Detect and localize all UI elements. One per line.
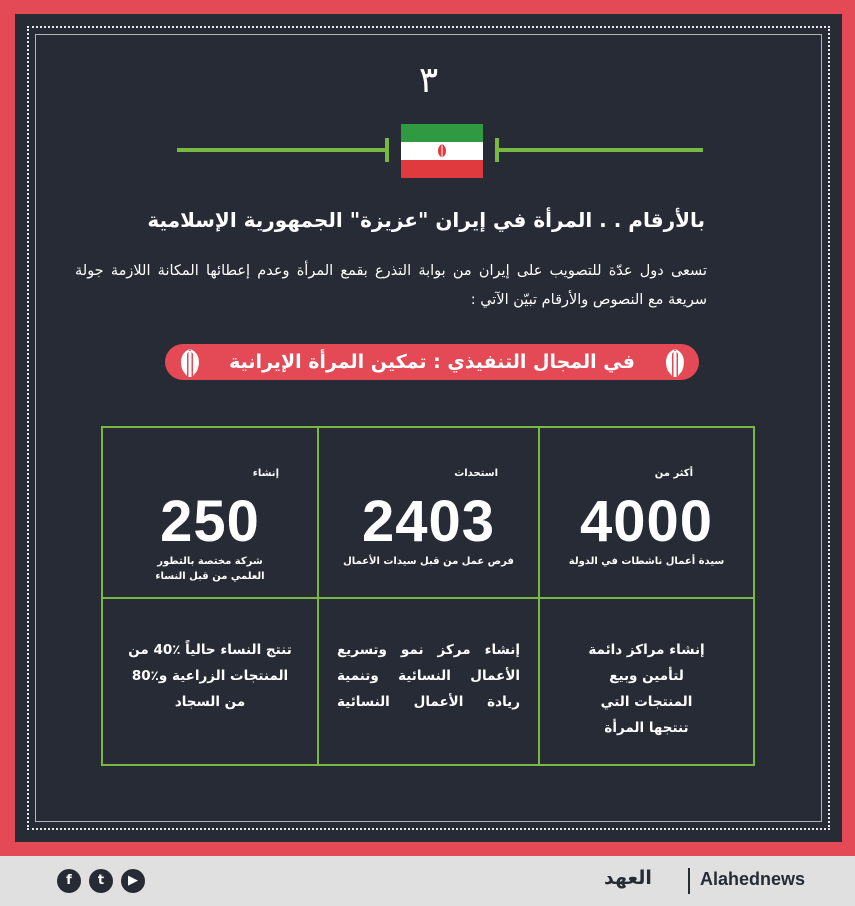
infographic-panel — [15, 14, 842, 842]
youtube-icon[interactable]: ▶ — [121, 869, 145, 893]
footer-bar — [0, 856, 855, 906]
text-cell — [319, 599, 538, 764]
stat-prefix: أكثر من — [654, 468, 693, 479]
divider-tick-left — [385, 138, 389, 162]
emblem-icon — [173, 346, 207, 380]
page-number: ٣ — [418, 60, 439, 101]
divider-line-left — [177, 148, 387, 152]
facebook-icon[interactable]: f — [57, 869, 81, 893]
stat-number: 4000 — [579, 489, 714, 554]
stat-cell — [319, 428, 538, 597]
stat-number: 2403 — [361, 489, 496, 554]
brand-name[interactable]: Alahednews — [700, 869, 806, 889]
brand-separator — [688, 868, 690, 894]
stat-prefix: إنشاء — [252, 468, 279, 479]
stat-number: 250 — [160, 489, 260, 554]
intro-paragraph: تسعى دول عدّة للتصويب على إيران من بوابة التذرع بقمع المرأة وعدم إعطائها المكانة اللازمة جولة سريعة مع النصوص والأرقام تبيّن الآتي : — [75, 263, 707, 308]
emblem-icon — [658, 346, 692, 380]
stat-caption: شركة مختصة بالتطور العلمي من قبل النساء — [155, 556, 265, 582]
cell-text: تنتج النساء حالياً ٪40 من المنتجات الزراعية و٪80 من السجاد — [128, 642, 292, 710]
headline: بالأرقام . . المرأة في إيران "عزيزة" الجمهورية الإسلامية — [147, 208, 705, 232]
stat-cell — [103, 428, 317, 597]
stat-caption: فرص عمل من قبل سيدات الأعمال — [343, 556, 514, 567]
brand-logo-arabic[interactable]: العهد — [604, 867, 652, 889]
stat-caption: سيدة أعمال ناشطات في الدولة — [568, 556, 725, 567]
text-cell — [103, 599, 317, 764]
stats-grid — [101, 426, 755, 766]
section-banner — [165, 344, 699, 380]
text-cell — [540, 599, 753, 764]
stat-cell — [540, 428, 753, 597]
twitter-icon[interactable]: t — [89, 869, 113, 893]
stat-prefix: استحداث — [454, 468, 498, 479]
divider-line-right — [497, 148, 703, 152]
banner-title: في المجال التنفيذي : تمكين المرأة الإيرانية — [229, 351, 635, 373]
cell-text: إنشاء مراكز دائمة لتأمين وبيع المنتجات التي تنتجها المرأة — [588, 642, 705, 736]
iran-flag-icon — [401, 124, 483, 178]
cell-text: إنشاء مركز نمو وتسريع الأعمال النسائية وتنمية ريادة الأعمال النسائية — [337, 642, 520, 710]
